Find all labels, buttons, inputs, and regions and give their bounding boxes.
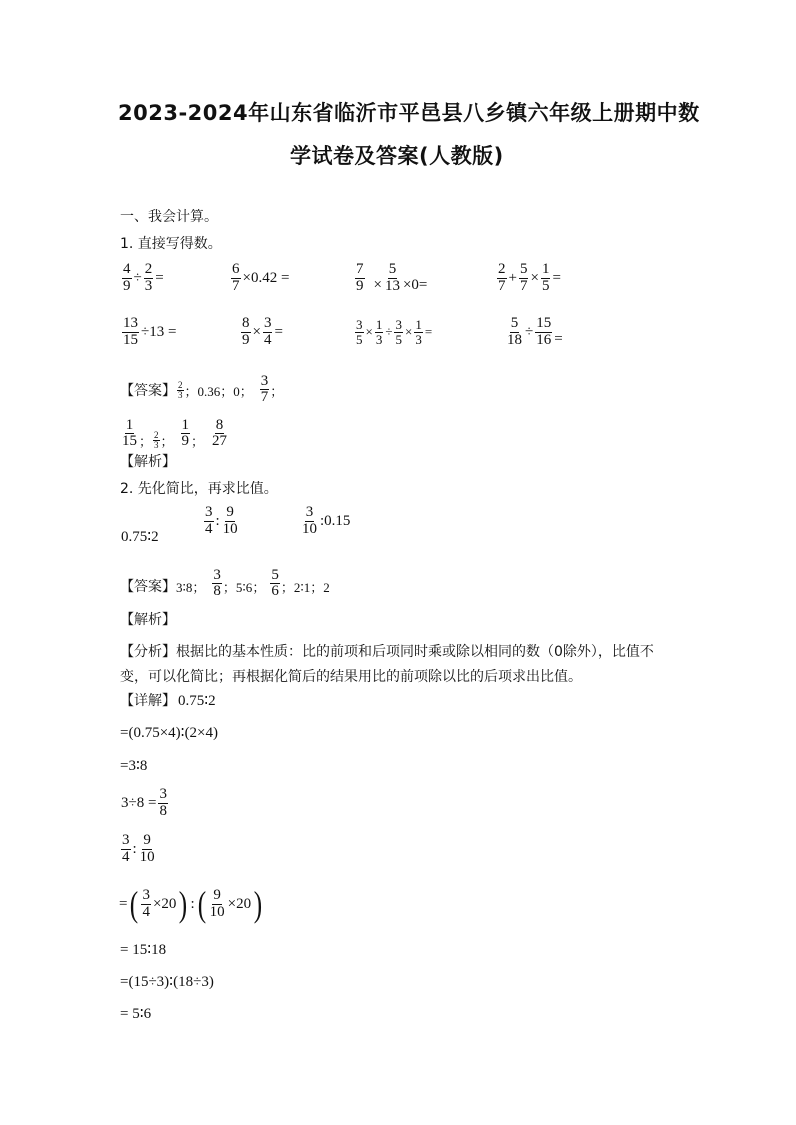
question-1-prompt: 1. 直接写得数。	[120, 236, 222, 252]
page-title-line1: 2023-2024年山东省临沂市平邑县八乡镇六年级上册期中数	[118, 101, 700, 125]
problem-1h: $\frac{5}{18}$ ÷ $\frac{15}{16}$ =	[507, 315, 563, 348]
step-8: = 5∶6	[120, 1006, 152, 1022]
question-1-answers-line2: $\frac{1}{15}$ ； $\frac{2}{3}$ ； $\frac{1}{9}$ ； $\frac{8}{27}$	[122, 416, 228, 450]
problem-1a: $\frac{4}{9}$ ÷ $\frac{2}{3}$ =	[123, 261, 164, 294]
problem-1e: $\frac{13}{15}$ ÷13 =	[123, 315, 177, 348]
problem-1c: $\frac{7}{9}$ × $\frac{5}{13}$ ×0=	[356, 261, 428, 294]
step-2: =3∶8	[120, 758, 148, 774]
problem-2c: $\frac{3}{10}$ :0.15	[302, 504, 351, 537]
answer-label: 【答案】	[120, 383, 176, 399]
section-heading: 一、我会计算。	[120, 209, 218, 225]
problem-2a: 0.75∶2	[121, 529, 159, 545]
analysis-label: 【解析】	[120, 454, 176, 470]
step-1: =(0.75×4)∶(2×4)	[120, 725, 219, 741]
fenxi-line1: 【分析】根据比的基本性质：比的前项和后项同时乘或除以相同的数（0除外），比值不	[120, 644, 654, 660]
step-4: $\frac{3}{4}$ : $\frac{9}{10}$	[122, 832, 155, 865]
problem-1g: $\frac{3}{5}$ × $\frac{1}{3}$ ÷ $\frac{3}{5}$ × $\frac{1}{3}$ =	[356, 317, 433, 347]
xiangjie-line: 【详解】 0.75∶2	[120, 692, 216, 709]
problem-1f: $\frac{8}{9}$ × $\frac{3}{4}$ =	[242, 315, 283, 348]
page-title-line2: 学试卷及答案(人教版)	[290, 144, 504, 168]
question-1-answers-line1: 【答案】 $\frac{2}{3}$ ； 0.36 ； 0 ； $\frac{3}{7}$ ；	[120, 372, 284, 406]
analysis-label-2: 【解析】	[120, 612, 176, 628]
question-2-answers: 【答案】 3∶8 ； $\frac{3}{8}$ ； 5∶6 ； $\frac{5}{6}$ ； 2∶1 ； 2	[120, 566, 330, 600]
step-7: =(15÷3)∶(18÷3)	[120, 974, 214, 990]
problem-1d: $\frac{2}{7}$ + $\frac{5}{7}$ × $\frac{1}{5}$ =	[498, 261, 561, 294]
fenxi-line2: 变，可以化简比；再根据化简后的结果用比的前项除以比的后项求出比值。	[120, 669, 582, 685]
problem-1b: $\frac{6}{7}$ ×0.42 =	[232, 261, 290, 294]
step-3: 3÷8 = $\frac{3}{8}$	[121, 786, 167, 819]
step-6: = 15∶18	[120, 942, 167, 958]
step-5: = ( $\frac{3}{4}$ ×20 ) : ( $\frac{9}{10}$ ×20 )	[119, 884, 263, 924]
question-2-prompt: 2. 先化简比，再求比值。	[120, 481, 278, 497]
problem-2b: $\frac{3}{4}$ : $\frac{9}{10}$	[205, 504, 238, 537]
